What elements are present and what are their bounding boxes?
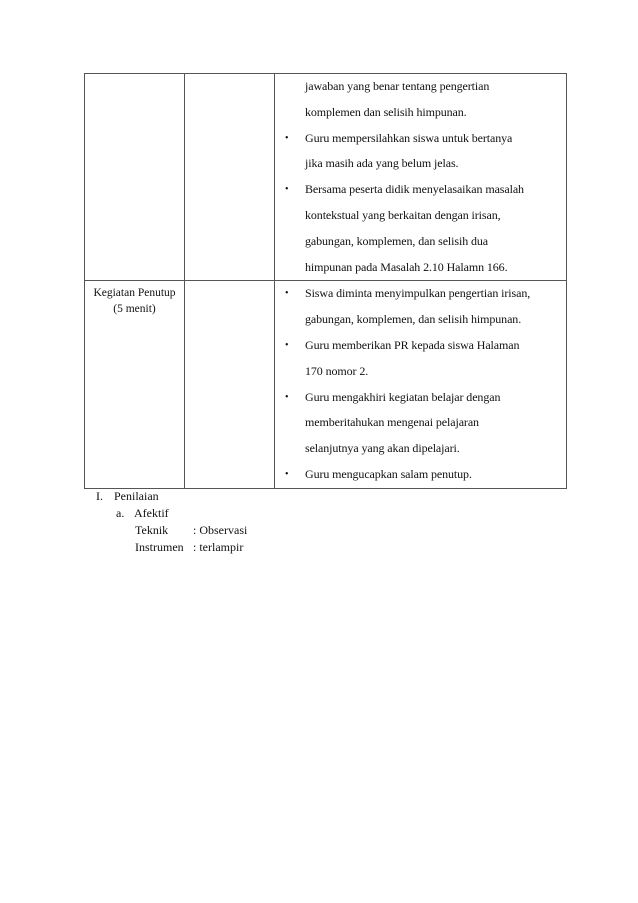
activity-line: [275, 126, 562, 152]
stage-cell-closing: [85, 281, 185, 488]
activity-line: [275, 100, 562, 126]
section-number: I.: [96, 489, 103, 503]
activity-text: Bersama peserta didik menyelasaikan masalah: [305, 182, 524, 197]
bullet-icon: •: [285, 288, 289, 300]
activity-text: Siswa diminta menyimpulkan pengertian irisan,: [305, 286, 531, 301]
activity-line: [275, 255, 562, 281]
activity-line: [275, 410, 562, 436]
activity-line: [275, 462, 562, 488]
activity-text: jika masih ada yang belum jelas.: [305, 156, 459, 171]
activity-line: [275, 359, 562, 385]
activity-lines: [275, 281, 562, 487]
activity-line: [275, 385, 562, 411]
activity-lines: [275, 74, 562, 280]
item-value: : terlampir: [193, 540, 244, 554]
stage-label: Kegiatan Penutup: [93, 287, 176, 300]
activity-line: [275, 177, 562, 203]
activity-line: [275, 333, 562, 359]
section-title: Penilaian: [114, 489, 159, 503]
table-row: [85, 74, 567, 281]
activity-description-cell: [275, 74, 567, 281]
lesson-activity-table: [84, 73, 567, 489]
activity-description-cell: [275, 281, 567, 488]
item-value: : Observasi: [193, 523, 248, 537]
activity-text: selanjutnya yang akan dipelajari.: [305, 441, 460, 456]
stage-duration: (5 menit): [113, 303, 156, 316]
time-cell-empty: [185, 74, 275, 281]
activity-line: [275, 229, 562, 255]
activity-text: himpunan pada Masalah 2.10 Halamn 166.: [305, 259, 508, 274]
activity-line: [275, 436, 562, 462]
activity-text: gabungan, komplemen, dan selisih dua: [305, 233, 489, 248]
activity-line: [275, 203, 562, 229]
activity-text: jawaban yang benar tentang pengertian: [305, 79, 490, 93]
activity-text: Guru mengucapkan salam penutup.: [305, 466, 472, 481]
bullet-icon: •: [285, 468, 289, 480]
item-key: Instrumen: [135, 540, 184, 554]
bullet-icon: •: [285, 391, 289, 403]
activity-text: gabungan, komplemen, dan selisih himpunan.: [305, 312, 522, 327]
subsection-title: Afektif: [134, 506, 169, 520]
activity-text: kontekstual yang berkaitan dengan irisan,: [305, 207, 501, 222]
stage-cell-empty: [85, 74, 185, 281]
activity-line: [275, 151, 562, 177]
item-key: Teknik: [135, 523, 169, 537]
activity-text: 170 nomor 2.: [305, 363, 369, 378]
bullet-icon: •: [285, 184, 289, 196]
activity-line: [275, 281, 562, 307]
time-cell-empty: [185, 281, 275, 488]
bullet-icon: •: [285, 339, 289, 351]
activity-text: komplemen dan selisih himpunan.: [305, 104, 467, 119]
table-row: [85, 281, 567, 488]
bullet-icon: •: [285, 132, 289, 144]
activity-text: memberitahukan mengenai pelajaran: [305, 415, 479, 430]
activity-text: Guru mempersilahkan siswa untuk bertanya: [305, 130, 513, 145]
activity-line: [275, 307, 562, 333]
activity-text: Guru memberikan PR kepada siswa Halaman: [305, 337, 520, 352]
activity-line: [275, 74, 562, 100]
activity-text: Guru mengakhiri kegiatan belajar dengan: [305, 389, 501, 404]
subsection-letter: a.: [116, 506, 125, 520]
